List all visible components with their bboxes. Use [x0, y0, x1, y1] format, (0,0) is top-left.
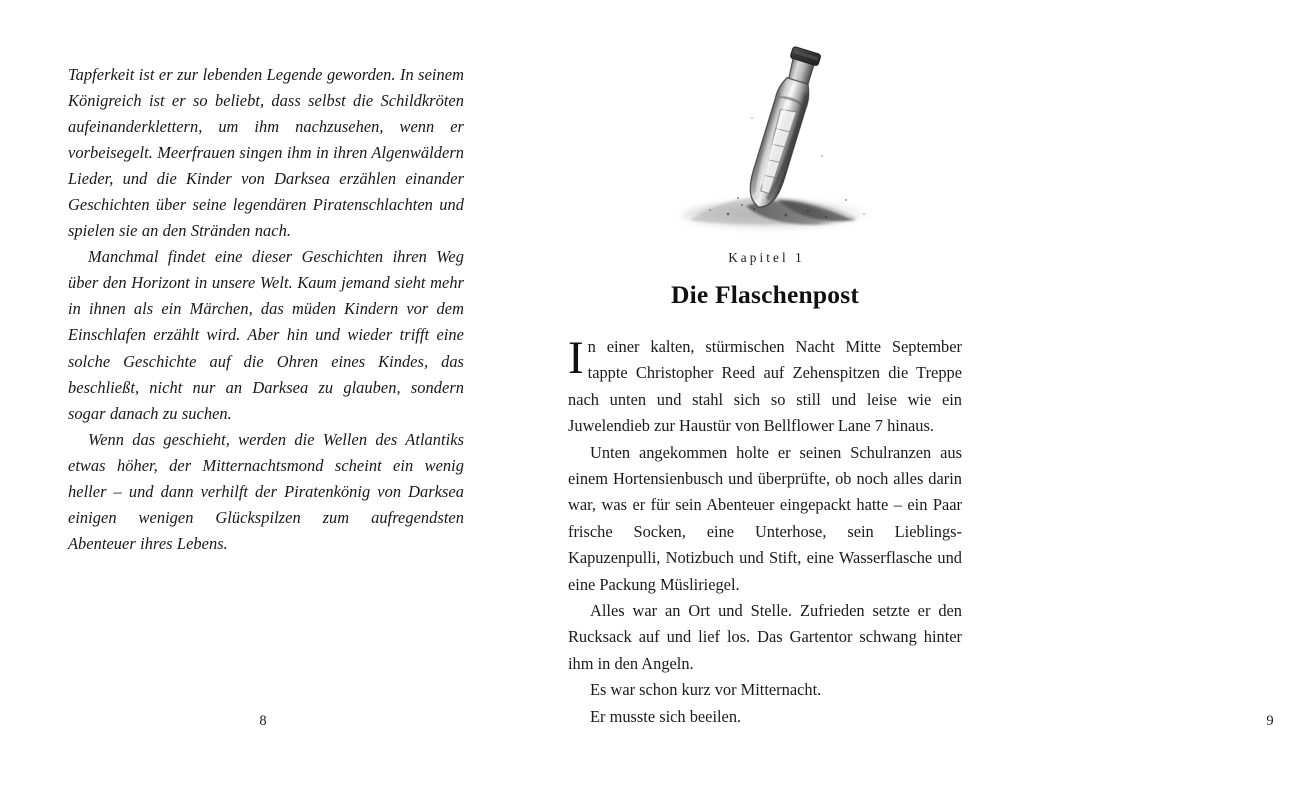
left-page-text-block: [68, 62, 464, 557]
paragraph: Es war schon kurz vor Mitternacht.: [590, 680, 822, 700]
left-page: [0, 0, 510, 794]
paragraph: Unten angekommen holte er seinen Schulranzen aus einem Hortensienbusch und überprüfte, ob noch alles darin war, was er für sein Abenteuer eingepackt hatte – ein Paar frische Socken, eine Unterhose, sein Lieblings-Kapuzenpulli, Notizbuch und Stift, eine Wasserflasche und eine Packung Müsliriegel.: [568, 442, 962, 594]
bottle-body: [743, 46, 822, 212]
page-number-left: 8: [259, 713, 267, 729]
right-page-text-block: [568, 334, 962, 730]
sand-mound: [680, 197, 872, 232]
paragraph: Alles war an Ort und Stelle. Zufrieden setzte er den Rucksack auf und lief los. Das Gartentor schwang hinter ihm in den Angeln.: [568, 601, 962, 673]
paragraph: Manchmal findet eine dieser Geschichten ihren Weg über den Horizont in unsere Welt. Kaum jemand sieht mehr in ihnen als ein Märchen, das müden Kindern vor dem Einschlafen erzählt wird. Aber hin und wieder trifft eine solche Geschichte auf die Ohren eines Kindes, das beschließt, nicht nur an Darksea zu glauben, sondern sogar danach zu suchen.: [68, 247, 464, 423]
page-number-right: 9: [1266, 713, 1274, 729]
paragraph: Wenn das geschieht, werden die Wellen des Atlantiks etwas höher, der Mitternachtsmond scheint ein wenig heller – und dann verhilft der Piratenkönig von Darksea einigen wenigen Glückspilzen zum aufregendsten Abenteuer ihres Lebens.: [68, 429, 464, 553]
paragraph-with-dropcap: In einer kalten, stürmischen Nacht Mitte September tappte Christopher Reed auf Zehenspitzen die Treppe nach unten und stahl sich so still und leise wie ein Juwelendieb zur Haustür von Bellflower Lane 7 hinaus.: [568, 332, 962, 436]
paragraph: Er musste sich beeilen.: [590, 706, 742, 726]
bottle-sketch-icon: [650, 48, 930, 240]
paragraph: Tapferkeit ist er zur lebenden Legende geworden. In seinem Königreich ist er so beliebt, dass selbst die Schildkröten aufeinanderklettern, um ihm nachzusehen, wenn er vorbeisegelt. Meerfrauen singen ihm in ihren Algenwäldern Lieder, und die Kinder von Darksea erzählen einander Geschichten über seine legendären Piratenschlachten und spielen sie an den Stränden nach.: [68, 65, 464, 241]
chapter-title: Die Flaschenpost: [670, 280, 860, 309]
message-in-a-bottle-illustration: [650, 48, 930, 240]
right-page: [510, 0, 1274, 794]
chapter-label: Kapitel 1: [728, 250, 805, 265]
